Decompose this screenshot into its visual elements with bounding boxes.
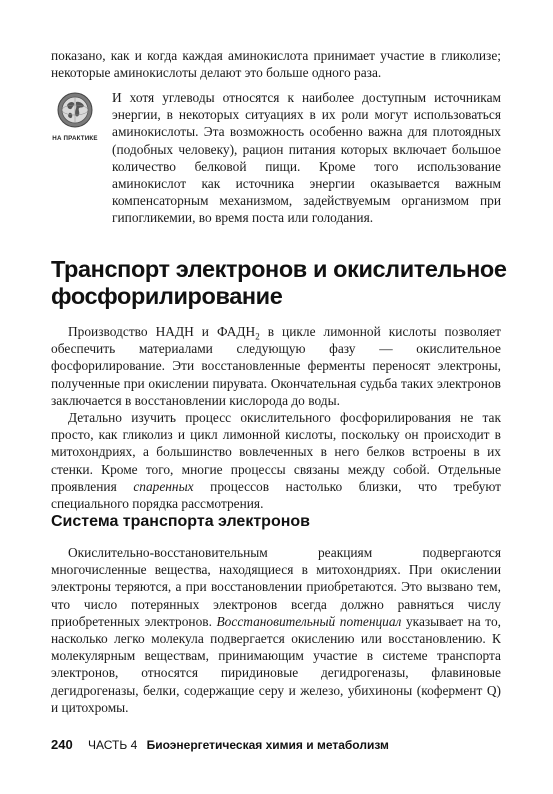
part-label: ЧАСТЬ 4	[88, 738, 138, 752]
part-title: Биоэнергетическая химия и метаболизм	[146, 738, 389, 752]
section-p2-text-end: процессов настолько близки, что требуют специального порядка рассмотрения.	[51, 478, 501, 512]
page-number: 240	[51, 737, 73, 752]
section-paragraph-1	[51, 323, 501, 409]
practice-label: НА ПРАКТИКЕ	[52, 135, 98, 142]
globe-icon	[57, 92, 93, 128]
section-p2-emphasis: спаренных	[133, 478, 194, 494]
subsection-p1-text-end: указывает на то, насколько легко молекула подвергается окислению или восстановлению. К молекулярным веществам, принимающим участие в системе транспорта электронов, относятся пиридиновые дегидрогеназы, флавиновые дегидрогеназы, белки, содержащие серу и железо, убихиноны (кофермент Q) и цитохромы.	[51, 613, 501, 715]
section-p1-subscript: 2	[255, 331, 260, 342]
subsection-paragraph-1	[51, 544, 501, 716]
intro-paragraph	[51, 47, 501, 81]
section-title: Транспорт электронов и окислительное фосфорилирование	[51, 256, 507, 309]
subsection-p1-emphasis: Восстановительный потенциал	[216, 613, 402, 629]
subsection-title: Система транспорта электронов	[51, 513, 310, 530]
section-p1-text-end: в цикле лимонной кислоты позволяет обеспечить материалами следующую фазу — окислительное фосфорилирование. Эти восстановленные ферменты переносят электроны, полученные при окислении пирувата. Окончательная судьба таких электронов заключается в восстановлении кислорода до воды.	[51, 324, 502, 408]
section-p2-text-start: Детально изучить процесс окислительного фосфорилирования не так просто, как гликолиз и цикл лимонной кислоты, поскольку он происходит в митохондриях, а большинство вовлеченных в него белков встроены в их стенки. Кроме того, многие процессы связаны между собой. Отдельные проявления	[51, 410, 501, 494]
practice-note-text: И хотя углеводы относятся к наиболее доступным источникам энергии, в некоторых ситуациях в их роли могут использоваться аминокислоты. Эта возможность особенно важна для плотоядных (подобных человеку), рацион питания которых включает большое количество белковой пищи. Кроме того использование аминокислот как источника энергии оказывается важным компенсаторным механизмом, задействуемым организмом при гипогликемии, во время поста или голодания.	[112, 90, 501, 226]
section-paragraph-2	[51, 409, 501, 512]
page-footer	[51, 737, 389, 753]
section-p1-text-start: Производство НАДН и ФАДН	[68, 324, 256, 339]
intro-text: показано, как и когда каждая аминокислота принимает участие в гликолизе; некоторые аминокислоты делают это больше одного раза.	[51, 48, 501, 81]
subsection-p1-text-start: Окислительно-восстановительным реакциям подвергаются многочисленные вещества, находящиеся в митохондриях. При окислении электроны теряются, а при восстановлении приобретаются. Это вызвано тем, что число потерянных электронов всегда должно равняться числу приобретенных электронов.	[51, 545, 501, 629]
